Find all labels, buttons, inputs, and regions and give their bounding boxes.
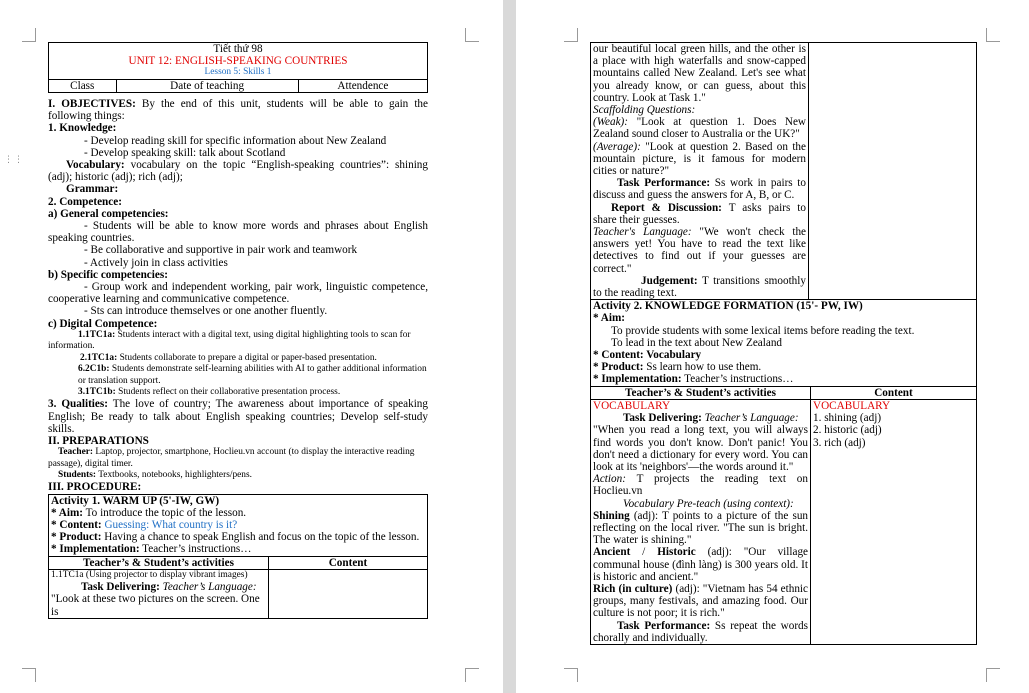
specific-competence-item: - Sts can introduce themselves or one another fluently. <box>84 305 328 318</box>
activity1-digital-note: 1.1TC1a (Using projector to display vibrant images) <box>51 569 248 580</box>
vocab-list-item: 2. historic (adj) <box>813 424 882 437</box>
activity2-col-activities: Teacher’s & Student’s activities <box>591 386 811 399</box>
vocabulary-line: Vocabulary: vocabulary on the topic “English-speaking countries”: shining (adj); historic (adj); rich (adj); <box>48 159 428 184</box>
activity1-table <box>48 494 428 619</box>
digital-competence-heading: c) Digital Competence: <box>48 317 158 330</box>
vocabulary-heading: VOCABULARY <box>593 399 671 412</box>
digital-competence-item: 6.2C1b: Students demonstrate self-learning abilities with AI to gather additional information or translation support. <box>78 364 427 386</box>
activity1-col-content: Content <box>269 556 428 569</box>
activity1-task-delivering: Task Delivering: Teacher’s Language: <box>81 581 257 594</box>
activity1-content-cell <box>269 569 428 618</box>
page-left <box>0 0 503 693</box>
activity2-product: * Product: Ss learn how to use them. <box>593 361 762 374</box>
activity2-header-cell <box>591 300 977 386</box>
lesson-header-table <box>48 42 428 93</box>
page-right <box>516 0 1029 693</box>
crop-mark <box>564 28 578 42</box>
activity2-title: Activity 2. KNOWLEDGE FORMATION (15'- PW, IW) <box>593 300 863 313</box>
general-competence-item: - Be collaborative and supportive in pair work and teamwork <box>84 244 358 257</box>
activity2-task-performance: Task Performance: Ss repeat the words chorally and individually. <box>593 619 808 644</box>
activity2-aim-line: To lead in the text about New Zealand <box>611 336 783 349</box>
activity2-task-quote: "When you read a long text, you will always find words you don't know. Don't panic! You don't need a dictionary for every word. You can look at its 'neighbors'—the words around it." <box>593 424 808 473</box>
activity1-aim: * Aim: To introduce the topic of the lesson. <box>51 506 247 519</box>
lesson-title-cell <box>49 43 428 80</box>
general-competence-item: - Actively join in class activities <box>84 256 228 269</box>
activity1-quote-continued: our beautiful local green hills, and the other is a place with high waterfalls and snow-capped mountains called New Zealand. Let's see what you already know, or can guess, about this country. Look at Task 1." <box>593 43 806 104</box>
lesson-number: Tiết thứ 98 <box>213 43 263 55</box>
preteach-label: Vocabulary Pre-teach (using context): <box>623 497 794 510</box>
header-col-date: Date of teaching <box>116 79 298 92</box>
vocab-shining: Shining (adj): T points to a picture of the sun reflecting on the local river. "The sun is bright. The water is shining." <box>593 509 809 547</box>
activity2-action: Action: T projects the reading text on Hoclieu.vn <box>593 473 808 498</box>
activity1-col-activities: Teacher’s & Student’s activities <box>49 556 269 569</box>
vocab-list-item: 1. shining (adj) <box>813 412 882 425</box>
right-page-content <box>590 42 977 645</box>
header-col-attendence: Attendence <box>298 79 427 92</box>
lesson-name: Lesson 5: Skills 1 <box>204 67 272 78</box>
left-page-content <box>48 42 428 619</box>
activity2-content-cell <box>811 399 977 644</box>
crop-mark <box>564 668 578 682</box>
scaffolding-label: Scaffolding Questions: <box>593 104 696 117</box>
activity1-activities-cell-continued <box>591 43 809 300</box>
drag-handle-icon[interactable]: ⋮⋮ <box>4 155 24 165</box>
crop-mark <box>465 668 479 682</box>
crop-mark <box>986 28 1000 42</box>
activity1-content: * Content: Guessing: What country is it? <box>51 518 238 531</box>
specific-competence-item: - Group work and independent working, pair work, linguistic competence, cooperative learning and communicative competence. <box>48 281 428 306</box>
activity1-content-cell-continued <box>809 43 977 300</box>
activity2-table <box>590 300 977 645</box>
scaffold-average: (Average): "Look at question 2. Based on the mountain picture, is it famous for modern cities or nature?" <box>593 140 806 178</box>
activity2-col-content: Content <box>811 386 977 399</box>
grammar-label: Grammar: <box>66 183 119 196</box>
vocab-ancient-historic: Ancient / Historic (adj): "Our village communal house (đình làng) is 300 years old. It is historic and ancient." <box>593 546 809 583</box>
activity1-quote-start: "Look at these two pictures on the screen. One is <box>51 593 260 618</box>
preparations-heading: II. PREPARATIONS <box>48 434 149 447</box>
knowledge-item: - Develop reading skill for specific information about New Zealand <box>84 134 387 147</box>
knowledge-heading: 1. Knowledge: <box>48 122 117 135</box>
activity2-task-delivering: Task Delivering: Teacher’s Language: <box>623 412 799 425</box>
digital-competence-item: 1.1TC1a: Students interact with a digital text, using digital highlighting tools to scan for information. <box>48 329 411 352</box>
vocabulary-content-heading: VOCABULARY <box>813 399 891 412</box>
vocab-rich: Rich (in culture) (adj): "Vietnam has 54 ethnic groups, many festivals, and amazing food. Our culture is not poor; it is rich." <box>593 582 808 620</box>
knowledge-item: - Develop speaking skill: talk about Scotland <box>84 146 286 159</box>
activity2-implementation: * Implementation: Teacher’s instructions… <box>593 373 794 386</box>
crop-mark <box>986 668 1000 682</box>
digital-competence-item: 3.1TC1b: Students reflect on their collaborative presentation process. <box>78 386 341 397</box>
header-col-class: Class <box>49 79 117 92</box>
specific-competence-heading: b) Specific competencies: <box>48 268 168 281</box>
activity1-header-cell <box>49 494 428 556</box>
competence-heading: 2. Competence: <box>48 195 122 208</box>
activity1-task-performance: Task Performance: Ss work in pairs to discuss and guess the answers for A, B, or C. <box>593 177 807 202</box>
page-gutter <box>503 0 516 693</box>
activity1-table-continued <box>590 42 977 300</box>
vocab-list-item: 3. rich (adj) <box>813 436 866 449</box>
crop-mark <box>22 668 36 682</box>
activity2-activities-cell <box>591 399 811 644</box>
activity1-implementation: * Implementation: Teacher’s instructions… <box>51 543 252 556</box>
digital-competence-item: 2.1TC1a: Students collaborate to prepare a digital or paper-based presentation. <box>80 352 377 363</box>
objectives-intro: I. OBJECTIVES: By the end of this unit, students will be able to gain the following things: <box>48 98 428 123</box>
general-competence-heading: a) General competencies: <box>48 207 169 220</box>
activity1-product: * Product: Having a chance to speak English and focus on the topic of the lesson. <box>51 531 420 544</box>
activity1-title: Activity 1. WARM UP (5'-IW, GW) <box>51 494 220 507</box>
activity2-content: * Content: Vocabulary <box>593 349 702 362</box>
teacher-preparation: Teacher: Laptop, projector, smartphone, Hoclieu.vn account (to display the interactive reading passage), digital timer. <box>48 447 415 469</box>
students-preparation: Students: Textbooks, notebooks, highlighters/pens. <box>58 469 252 480</box>
crop-mark <box>22 28 36 42</box>
activity1-judgement: Judgement: T transitions smoothly to the reading text. <box>593 274 806 300</box>
activity1-report: Report & Discussion: T asks pairs to share their guesses. <box>593 201 806 226</box>
unit-title: UNIT 12: ENGLISH-SPEAKING COUNTRIES <box>128 55 348 68</box>
activity2-aim-label: * Aim: <box>593 312 626 325</box>
crop-mark <box>465 28 479 42</box>
scaffold-weak: (Weak): "Look at question 1. Does New Zealand sound closer to Australia or the UK?" <box>593 116 806 141</box>
qualities-line: 3. Qualities: The love of country; The awareness about importance of speaking English; Be ready to talk about English speaking countries; Develop self-study skills. <box>48 398 428 435</box>
activity1-activities-cell <box>49 569 269 618</box>
general-competence-item: - Students will be able to know more words and phrases about English speaking countries. <box>48 220 428 245</box>
activity2-aim-line: To provide students with some lexical items before reading the text. <box>611 324 915 337</box>
activity1-teacher-language: Teacher's Language: "We won't check the answers yet! You have to read the text like detectives to find out if your guesses are correct." <box>593 226 807 275</box>
procedure-heading: III. PROCEDURE: <box>48 481 142 494</box>
